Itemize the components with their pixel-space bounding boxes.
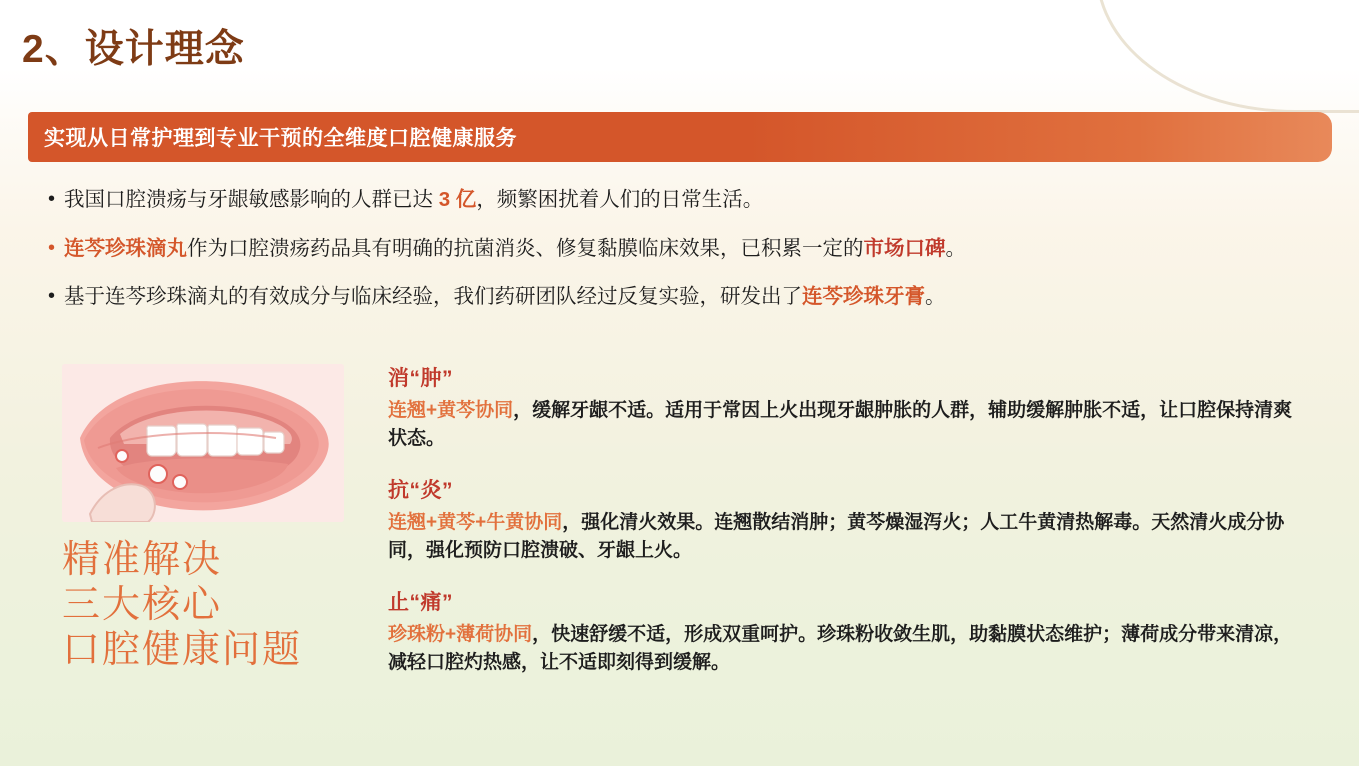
feature-item-2	[388, 586, 1303, 676]
section-banner-text: 实现从日常护理到专业干预的全维度口腔健康服务	[44, 127, 517, 150]
feature-body	[388, 509, 1303, 564]
feature-ingredients: 连翘+黄芩+牛黄协同	[388, 512, 563, 534]
bullet-segment: 连芩珍珠牙膏	[802, 285, 925, 309]
feature-title: 止“痛”	[388, 591, 453, 615]
decorative-corner-curve	[1096, 0, 1359, 113]
bullet-segment: 作为口腔溃疡药品具有明确的抗菌消炎、修复黏膜临床效果，已积累一定的	[187, 236, 864, 260]
bullet-text-0	[64, 186, 1338, 214]
feature-body	[388, 397, 1303, 452]
feature-item-0	[388, 362, 1303, 452]
feature-body	[388, 621, 1303, 676]
slogan-line-2: 口腔健康问题	[62, 628, 303, 671]
section-banner	[28, 112, 1332, 162]
bullet-segment: 。	[925, 285, 946, 309]
bullet-segment: 3 亿	[438, 188, 477, 211]
list-item	[48, 235, 1338, 263]
bullet-dot-icon: •	[48, 285, 56, 308]
feature-title: 消“肿”	[388, 367, 453, 390]
bullet-text-1	[64, 235, 1338, 263]
left-column	[62, 364, 344, 672]
list-item	[48, 186, 1338, 214]
slogan-line-1: 三大核心	[62, 583, 223, 626]
feature-list	[388, 362, 1303, 698]
bullet-segment: 基于连芩珍珠滴丸的有效成分与临床经验，我们药研团队经过反复实验，研发出了	[64, 285, 802, 309]
slogan-block	[62, 538, 344, 672]
feature-description: ，强化清火效果。连翘散结消肿；黄芩燥湿泻火；人工牛黄清热解毒。天然清火成分协同，强化预防口腔溃破、牙龈上火。	[388, 512, 1285, 561]
bullet-segment: 我国口腔溃疡与牙龈敏感影响的人群已达	[64, 188, 439, 211]
feature-description: ，快速舒缓不适，形成双重呵护。珍珠粉收敛生肌，助黏膜状态维护；薄荷成分带来清凉，减轻口腔灼热感，让不适即刻得到缓解。	[388, 624, 1293, 673]
list-item	[48, 283, 1338, 311]
mouth-ulcer-illustration	[62, 364, 344, 522]
feature-description: ，缓解牙龈不适。适用于常因上火出现牙龈肿胀的人群，辅助缓解肿胀不适，让口腔保持清爽状态。	[388, 400, 1293, 449]
feature-item-1	[388, 474, 1303, 564]
bullet-list	[48, 186, 1338, 332]
slogan-line-0: 精准解决	[62, 539, 223, 581]
bullet-segment: ，频繁困扰着人们的日常生活。	[476, 188, 764, 211]
bullet-segment: 连芩珍珠滴丸	[64, 236, 187, 260]
bullet-dot-icon: •	[48, 188, 56, 210]
bullet-segment: 市场口碑	[863, 236, 946, 260]
feature-title: 抗“炎”	[388, 479, 453, 503]
bullet-segment: 。	[945, 236, 966, 260]
page-title: 2、设计理念	[22, 28, 245, 71]
bullet-dot-icon: •	[48, 236, 56, 259]
feature-ingredients: 连翘+黄芩协同	[388, 400, 514, 421]
bullet-text-2	[64, 283, 1338, 311]
feature-ingredients: 珍珠粉+薄荷协同	[388, 624, 533, 646]
